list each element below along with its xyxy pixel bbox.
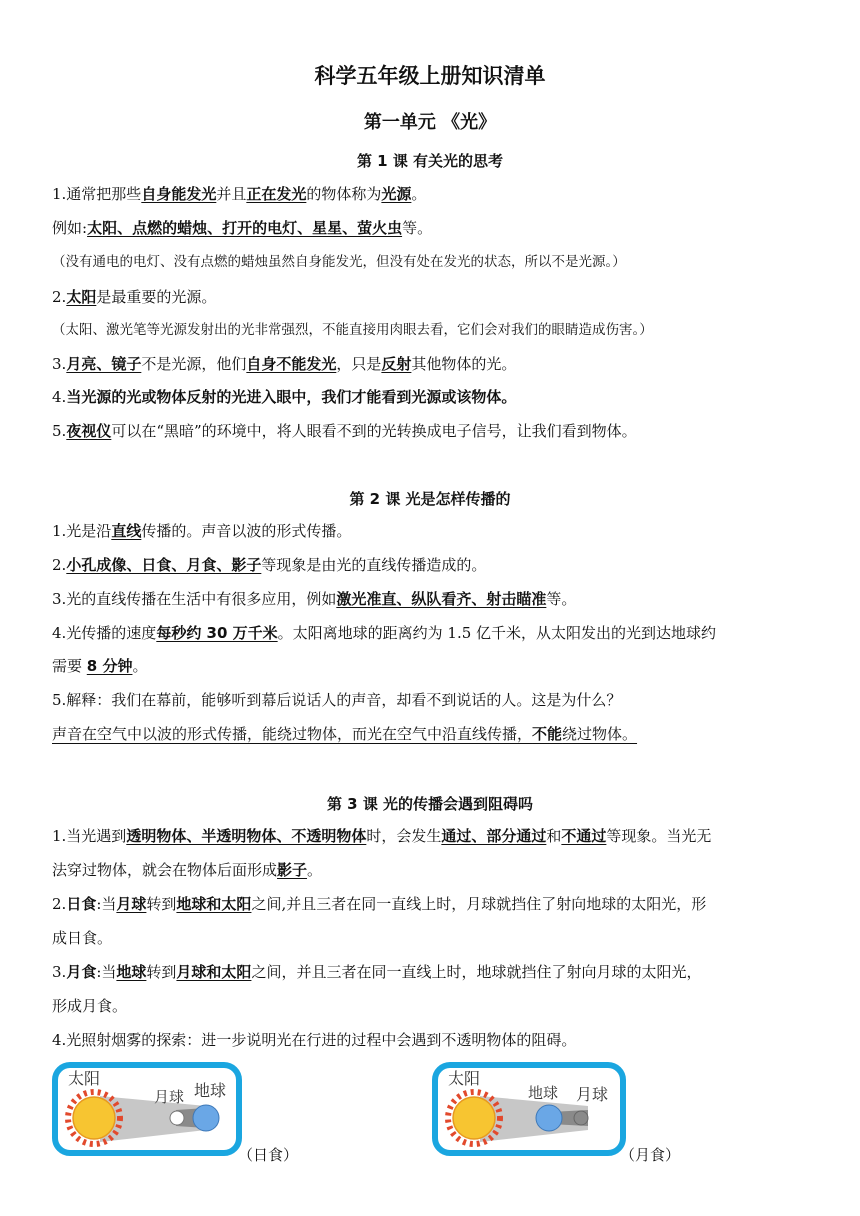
keyword: 地球和太阳 [176,895,252,913]
text: 1.当光遇到 [52,827,127,845]
keyword: 太阳 [66,288,97,306]
keyword: 不通过 [561,827,607,845]
text: 和 [546,827,562,845]
text: 并且 [216,185,247,203]
lesson-1-note-2: （太阳、激光笔等光源发射出的光非常强烈，不能直接用肉眼去看，它们会对我们的眼睛造成伤害。） [52,322,653,338]
text: 之间,并且三者在同一直线上时，月球就挡住了射向地球的太阳光，形 [251,895,707,913]
moon-label: 月球 [576,1085,609,1104]
keyword: 影子 [277,861,308,879]
lesson-2-item-4-cont [52,656,812,676]
text: 可以在“黑暗”的环境中，将人眼看不到的光转换成电子信号，让我们看到物体。 [111,422,637,440]
text: 5. [52,422,67,440]
keyword: 自身能发光 [141,185,217,203]
document-title: 科学五年级上册知识清单 [314,64,546,88]
lesson-1-item-2 [52,287,812,307]
text: 转到 [146,895,177,913]
unit-heading: 第一单元 《光》 [363,112,497,133]
text: 4. [52,388,67,406]
text: 。太阳离地球的距离约为 1.5 亿千米，从太阳发出的光到达地球约 [277,624,717,642]
keyword: 当光源的光或物体反射的光进入眼中，我们才能看到光源或该物体。 [66,388,517,406]
lunar-eclipse-diagram [438,1068,620,1150]
lesson-2-item-1 [52,521,812,541]
solar-eclipse-figure [52,1062,242,1156]
text: 是最重要的光源。 [96,288,217,306]
lesson-3-item-3-cont: 形成月食。 [52,997,128,1015]
lesson-2-heading: 第 2 课 光是怎样传播的 [349,490,511,508]
text: 3.光的直线传播在生活中有很多应用，例如 [52,590,337,608]
lesson-2-item-3 [52,589,812,609]
text: 例如: [52,219,88,237]
lesson-3-item-1-cont [52,860,812,880]
keyword: 月亮、镜子 [66,355,142,373]
lesson-2-item-2 [52,555,812,575]
moon-icon [170,1111,184,1125]
text: 时，会发生 [366,827,442,845]
text: 3. [52,963,67,981]
text: 法穿过物体，就会在物体后面形成 [52,861,278,879]
lesson-3-item-2-cont: 成日食。 [52,929,113,947]
text: 1.光是沿 [52,522,112,540]
text: 声音在空气中以波的形式传播，能绕过物体，而光在空气中沿直线传播， [52,725,533,743]
text: 需要 [52,657,87,675]
text: 4.光传播的速度 [52,624,157,642]
text: 。 [307,861,323,879]
text: 2. [52,288,67,306]
keyword: 8 分钟 [86,657,133,675]
keyword: 透明物体、半透明物体、不透明物体 [126,827,367,845]
text: 。 [132,657,148,675]
lesson-2-answer [52,724,812,744]
lesson-3-item-1 [52,826,812,846]
keyword: 直线 [111,522,142,540]
sun-label: 太阳 [68,1069,101,1088]
text: 不是光源，他们 [141,355,247,373]
keyword: 正在发光 [246,185,307,203]
text: 其他物体的光。 [411,355,517,373]
text: :当 [96,963,117,981]
keyword: 地球 [116,963,147,981]
lesson-1-item-4 [52,387,812,407]
keyword: 小孔成像、日食、月食、影子 [66,556,262,574]
moon-icon [574,1111,588,1125]
text: :当 [96,895,117,913]
lesson-3-item-2 [52,894,812,914]
solar-eclipse-diagram [58,1068,236,1150]
text: 1.通常把那些 [52,185,142,203]
lesson-1-item-3 [52,354,812,374]
lesson-1-item-1 [52,184,812,204]
text: 等。 [402,219,433,237]
lesson-3-item-3 [52,962,812,982]
text: 绕过物体。 [562,725,638,743]
text: 的物体称为 [306,185,382,203]
keyword: 通过、部分通过 [441,827,547,845]
text: ，只是 [336,355,382,373]
keyword: 自身不能发光 [246,355,337,373]
earth-icon [536,1105,562,1131]
lesson-1-note-1: （没有通电的电灯、没有点燃的蜡烛虽然自身能发光，但没有处在发光的状态，所以不是光源。） [52,254,626,270]
earth-icon [193,1105,219,1131]
lesson-1-heading: 第 1 课 有关光的思考 [356,152,504,170]
keyword: 光源 [381,185,412,203]
text: 转到 [146,963,177,981]
text: 等。 [546,590,577,608]
keyword: 激光准直、纵队看齐、射击瞄准 [336,590,547,608]
text: 。 [411,185,427,203]
keyword: 日食 [66,895,97,913]
lesson-2-item-5: 5.解释：我们在幕前，能够听到幕后说话人的声音，却看不到说话的人。这是为什么？ [52,691,622,709]
moon-label: 月球 [154,1088,185,1106]
sun-label: 太阳 [448,1069,481,1088]
keyword: 反射 [381,355,412,373]
keyword: 月球和太阳 [176,963,252,981]
keyword: 月球 [116,895,147,913]
earth-label: 地球 [528,1084,559,1102]
keyword: 每秒约 30 万千米 [156,624,278,642]
lunar-eclipse-caption: （月食） [620,1146,681,1164]
text: 2. [52,556,67,574]
lesson-2-item-4 [52,623,812,643]
text: 3. [52,355,67,373]
earth-label: 地球 [194,1081,227,1100]
lesson-1-item-5 [52,421,812,441]
lunar-eclipse-figure [432,1062,626,1156]
text: 等现象。当光无 [606,827,712,845]
keyword: 不能 [532,725,563,743]
text: 2. [52,895,67,913]
text: 等现象是由光的直线传播造成的。 [261,556,487,574]
lesson-3-item-4: 4.光照射烟雾的探索：进一步说明光在行进的过程中会遇到不透明物体的阻碍。 [52,1031,577,1049]
solar-eclipse-caption: （日食） [238,1146,299,1164]
lesson-3-heading: 第 3 课 光的传播会遇到阻碍吗 [326,795,534,813]
text: 传播的。声音以波的形式传播。 [141,522,352,540]
text: 之间，并且三者在同一直线上时，地球就挡住了射向月球的太阳光， [251,963,702,981]
keyword: 夜视仪 [66,422,112,440]
lesson-1-example [52,218,812,238]
keyword: 太阳、点燃的蜡烛、打开的电灯、星星、萤火虫 [87,219,403,237]
keyword: 月食 [66,963,97,981]
